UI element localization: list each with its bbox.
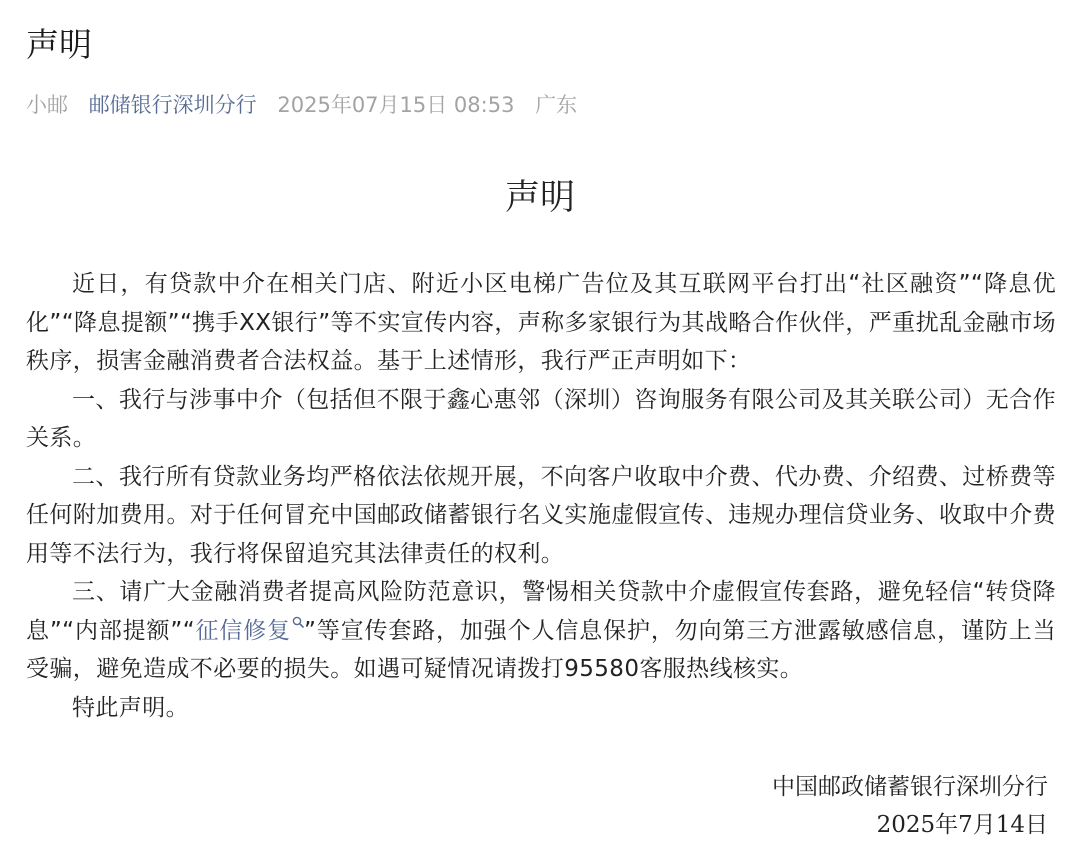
search-term-label: 征信修复 <box>195 617 291 644</box>
article-meta <box>26 88 591 122</box>
paragraph-clause-3 <box>26 573 1056 689</box>
article-body <box>26 265 1056 727</box>
search-icon <box>292 616 304 628</box>
article-heading: 声明 <box>504 178 575 218</box>
signature-organization: 中国邮政储蓄银行深圳分行 <box>772 774 1048 800</box>
paragraph-clause-1: 一、我行与涉事中介（包括但不限于鑫心惠邻（深圳）咨询服务有限公司及其关联公司）无合作关系。 <box>26 386 1056 451</box>
author-name: 小邮 <box>26 93 68 117</box>
account-name-link[interactable]: 邮储银行深圳分行 <box>88 93 257 117</box>
clause-3-text-end: ”等宣传套路，加强个人信息保护，勿向第三方泄露敏感信息，谨防上当受骗，避免造成不必要的损失。如遇可疑情况请拨打95580客服热线核实。 <box>26 617 1057 682</box>
paragraph-closing: 特此声明。 <box>72 694 189 721</box>
clause-3-text-start: 三、请广大金融消费者提高风险防范意识，警惕相关贷款中介虚假宣传套路，避免轻信“转贷降息”“内部提额”“ <box>26 579 1056 644</box>
paragraph-intro: 近日，有贷款中介在相关门店、附近小区电梯广告位及其互联网平台打出“社区融资”“降息优化”“降息提额”“携手XX银行”等不实宣传内容，声称多家银行为其战略合作伙伴，严重扰乱金融市场秩序，损害金融消费者合法权益。基于上述情形，我行严正声明如下： <box>26 271 1056 374</box>
signature-date: 2025年7月14日 <box>876 812 1048 838</box>
signature-block <box>772 768 1048 844</box>
paragraph-clause-2: 二、我行所有贷款业务均严格依法依规开展，不向客户收取中介费、代办费、介绍费、过桥费等任何附加费用。对于任何冒充中国邮政储蓄银行名义实施虚假宣传、违规办理信贷业务、收取中介费用等不法行为，我行将保留追究其法律责任的权利。 <box>26 463 1056 567</box>
publish-datetime: 2025年07月15日 08:53 <box>277 93 515 117</box>
page-title: 声明 <box>26 25 92 64</box>
search-term-link[interactable] <box>195 618 304 644</box>
publish-location: 广东 <box>535 93 578 117</box>
